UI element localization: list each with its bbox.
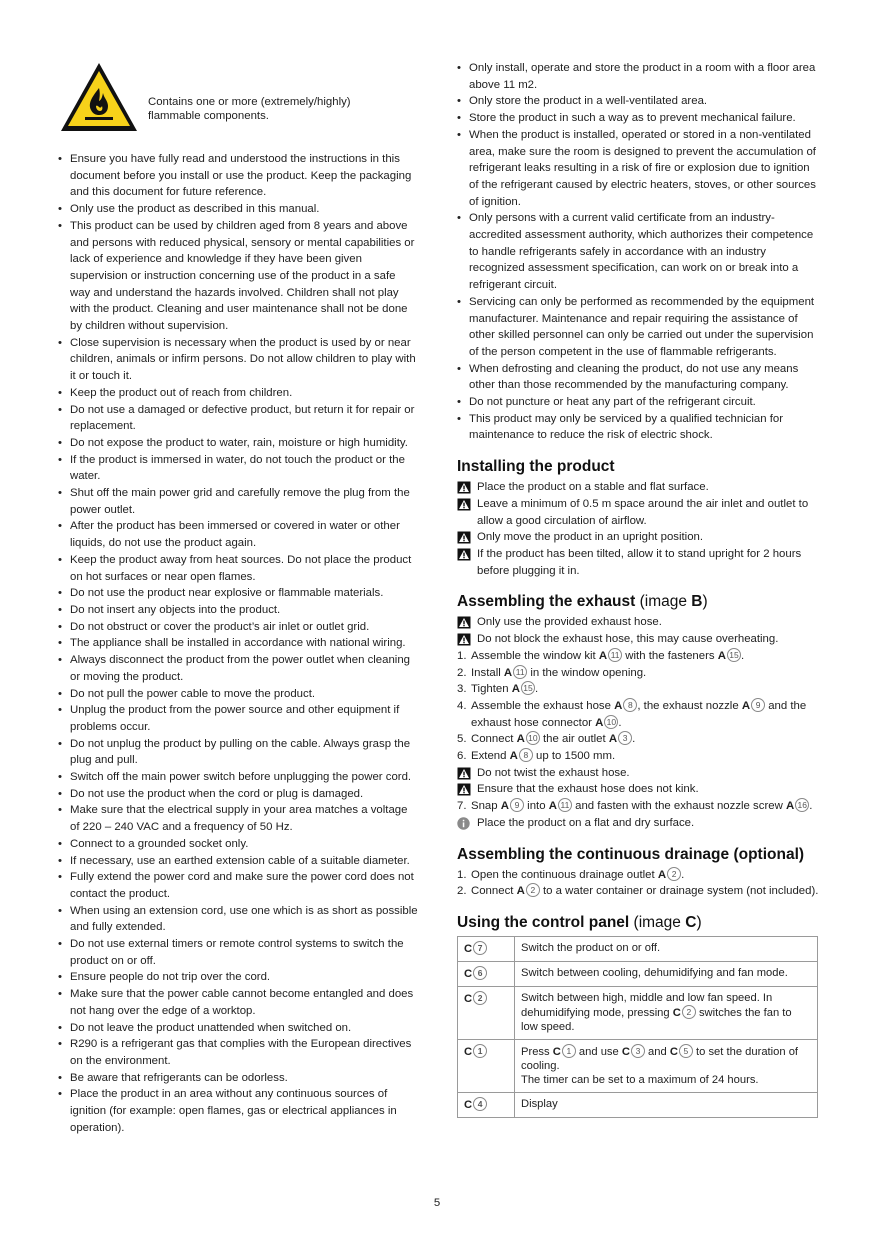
exhaust-heading: Assembling the exhaust (image B) — [457, 593, 708, 611]
list-item: • Be aware that refrigerants can be odorless. — [58, 1070, 418, 1087]
list-item: • Shut off the main power grid and carefully remove the plug from the power outlet. — [58, 485, 418, 518]
warning-icon — [457, 548, 471, 561]
list-item: • Do not use external timers or remote control systems to switch the product on or off. — [58, 936, 418, 969]
installing-warnings — [457, 479, 819, 579]
warning-icon — [457, 767, 471, 780]
warning-text: Leave a minimum of 0.5 m space around the air inlet and outlet to allow a good circulation of airflow. — [477, 497, 809, 527]
warning-text: Only move the product in an upright position. — [477, 531, 704, 544]
table-row — [458, 986, 818, 1039]
list-item: • This product can be used by children aged from 8 years and above and persons with reduced physical, sensory or mental capabilities or lack of experience and knowledge if they have been given supervision or instruction concerning use of the product in a safe way and understand the hazards involved. Children shall not play with the product. Cleaning and user maintenance shall not be done by children without supervision. — [58, 218, 418, 335]
list-item: • Only persons with a current valid certificate from an industry-accredited assessment authority, which authorizes their competence to handle refrigerants safely in accordance with an industry recognized assessment specification, can work on or break into a refrigerant circuit. — [457, 210, 819, 294]
list-item: • Servicing can only be performed as recommended by the equipment manufacturer. Maintenance and repair requiring the assistance of other skilled personnel can only be carried out under the supervision of the person competent in the use of flammable refrigerants. — [457, 294, 819, 361]
control-panel-table — [457, 936, 818, 1118]
exhaust-warning: Ensure that the exhaust hose does not kink. — [457, 781, 819, 798]
list-item: • When defrosting and cleaning the product, do not use any means other than those recommended by the manufacturing company. — [457, 361, 819, 394]
control-code: C 1 — [458, 1039, 515, 1092]
exhaust-warning: Do not block the exhaust hose, this may cause overheating. — [457, 631, 819, 648]
control-code: C 4 — [458, 1092, 515, 1117]
list-item: • Only install, operate and store the product in a room with a floor area above 11 m2. — [457, 60, 819, 93]
control-description: Switch between cooling, dehumidifying and fan mode. — [515, 961, 818, 986]
flammable-notice — [58, 60, 418, 145]
list-item: • Keep the product away from heat sources. Do not place the product on hot surfaces or near open flames. — [58, 552, 418, 585]
installing-warning — [457, 529, 819, 546]
list-item: • Do not pull the power cable to move the product. — [58, 686, 418, 703]
exhaust-step: 3. Tighten A 15 . — [457, 683, 539, 696]
drainage-heading: Assembling the continuous drainage (optional) — [457, 845, 805, 863]
list-item: • If the product is immersed in water, do not touch the product or the water. — [58, 452, 418, 485]
list-item: • Do not puncture or heat any part of the refrigerant circuit. — [457, 394, 819, 411]
list-item: • Do not obstruct or cover the product’s air inlet or outlet grid. — [58, 619, 418, 636]
exhaust-warning: Only use the provided exhaust hose. — [457, 614, 819, 631]
control-code: C 2 — [458, 986, 515, 1039]
list-item: • Always disconnect the product from the power outlet when cleaning or moving the product. — [58, 652, 418, 685]
list-item: • R290 is a refrigerant gas that complies with the European directives on the environment. — [58, 1036, 418, 1069]
exhaust-step: 1. Assemble the window kit A 11 with the fasteners A 15 . — [457, 649, 745, 662]
page-number: 5 — [433, 1197, 441, 1209]
list-item: • Do not expose the product to water, rain, moisture or high humidity. — [58, 435, 418, 452]
list-item: • If necessary, use an earthed extension cable of a suitable diameter. — [58, 853, 418, 870]
list-item: • Do not leave the product unattended when switched on. — [58, 1020, 418, 1037]
list-item: • Ensure people do not trip over the cord. — [58, 969, 418, 986]
list-item: • The appliance shall be installed in accordance with national wiring. — [58, 635, 418, 652]
list-item: • Keep the product out of reach from children. — [58, 385, 418, 402]
installing-heading: Installing the product — [457, 458, 615, 476]
control-description: Switch the product on or off. — [515, 936, 818, 961]
list-item: • Do not insert any objects into the product. — [58, 602, 418, 619]
control-code: C 7 — [458, 936, 515, 961]
warning-icon — [457, 616, 471, 629]
list-item: • Switch off the main power switch before unplugging the power cord. — [58, 769, 418, 786]
installing-warning — [457, 496, 819, 529]
list-item: • Do not use the product when the cord or plug is damaged. — [58, 786, 418, 803]
flammable-warning-icon — [58, 60, 140, 134]
drainage-step: 2. Connect A 2 to a water container or drainage system (not included). — [457, 885, 819, 898]
warning-icon — [457, 783, 471, 796]
warning-icon — [457, 633, 471, 646]
list-item: • Place the product in an area without any continuous sources of ignition (for example: open flames, gas or electrical appliances in operation). — [58, 1086, 418, 1136]
list-item: • This product may only be serviced by a qualified technician for maintenance to reduce the risk of electric shock. — [457, 411, 819, 444]
list-item: • Only store the product in a well-ventilated area. — [457, 93, 819, 110]
table-row — [458, 1092, 818, 1117]
list-item: • Do not unplug the product by pulling on the cable. Always grasp the plug and pull. — [58, 736, 418, 769]
list-item: • Unplug the product from the power source and other equipment if problems occur. — [58, 702, 418, 735]
list-item: • Close supervision is necessary when the product is used by or near children, animals or infirm persons. Do not allow children to play with it or touch it. — [58, 335, 418, 385]
warning-icon — [457, 531, 471, 544]
table-row — [458, 961, 818, 986]
warning-icon — [457, 498, 471, 511]
left-column — [58, 60, 418, 1136]
exhaust-step: 5. Connect A 10 the air outlet A 3 . — [457, 733, 636, 746]
warning-text: Place the product on a stable and flat surface. — [477, 481, 709, 494]
list-item: • Store the product in such a way as to prevent mechanical failure. — [457, 110, 819, 127]
exhaust-step: 7. Snap A 9 into A 11 and fasten with the exhaust nozzle screw A 16 . — [457, 800, 813, 813]
safety-bullet-list-left — [58, 151, 418, 1136]
flammable-notice-text: Contains one or more (extremely/highly) flammable components. — [148, 96, 351, 122]
list-item: • When the product is installed, operated or stored in a non-ventilated area, make sure the room is designed to prevent the accumulation of refrigerant leaks resulting in a risk of fire or explosion due to ignition of the refrigerant caused by electric heaters, stoves, or other sources of ignition. — [457, 127, 819, 211]
list-item: • Make sure that the power cable cannot become entangled and does not hang over the edge of a worktop. — [58, 986, 418, 1019]
table-row — [458, 936, 818, 961]
drainage-step: 1. Open the continuous drainage outlet A 2 . — [457, 868, 685, 881]
exhaust-warning: Do not twist the exhaust hose. — [457, 765, 819, 782]
installing-warning — [457, 479, 819, 496]
list-item: • Make sure that the electrical supply in your area matches a voltage of 220 – 240 VAC and a frequency of 50 Hz. — [58, 802, 418, 835]
exhaust-step: 4. Assemble the exhaust hose A 8 , the exhaust nozzle A 9 and the exhaust hose connector A 10 . — [457, 699, 807, 729]
list-item: • Do not use the product near explosive or flammable materials. — [58, 585, 418, 602]
installing-warning — [457, 546, 819, 579]
info-icon — [457, 817, 470, 830]
list-item: • Ensure you have fully read and understood the instructions in this document before you install or use the product. Keep the packaging and this document for future reference. — [58, 151, 418, 201]
list-item: • Only use the product as described in this manual. — [58, 201, 418, 218]
list-item: • After the product has been immersed or covered in water or other liquids, do not use the product again. — [58, 518, 418, 551]
list-item: • Fully extend the power cord and make sure the power cord does not contact the product. — [58, 869, 418, 902]
control-code: C 6 — [458, 961, 515, 986]
warning-text: If the product has been tilted, allow it to stand upright for 2 hours before plugging it in. — [477, 547, 802, 577]
list-item: • Do not use a damaged or defective product, but return it for repair or replacement. — [58, 402, 418, 435]
safety-bullet-list-right — [457, 60, 819, 444]
control-description: Display — [515, 1092, 818, 1117]
table-row — [458, 1039, 818, 1092]
warning-icon — [457, 481, 471, 494]
list-item: • When using an extension cord, use one which is as short as possible and fully extended. — [58, 903, 418, 936]
control-description: Switch between high, middle and low fan speed. In dehumidifying mode, pressing C 2 switches the fan to low speed. — [515, 986, 818, 1039]
right-column — [457, 60, 819, 1118]
control-description: Press C 1 and use C 3 and C 5 to set the duration of cooling. The timer can be set to a maximum of 24 hours. — [515, 1039, 818, 1092]
list-item: • Connect to a grounded socket only. — [58, 836, 418, 853]
exhaust-step: 2. Install A 11 in the window opening. — [457, 666, 647, 679]
control-panel-heading: Using the control panel (image C) — [457, 913, 702, 931]
exhaust-info: Place the product on a flat and dry surface. — [457, 815, 819, 832]
exhaust-step: 6. Extend A 8 up to 1500 mm. — [457, 750, 616, 763]
